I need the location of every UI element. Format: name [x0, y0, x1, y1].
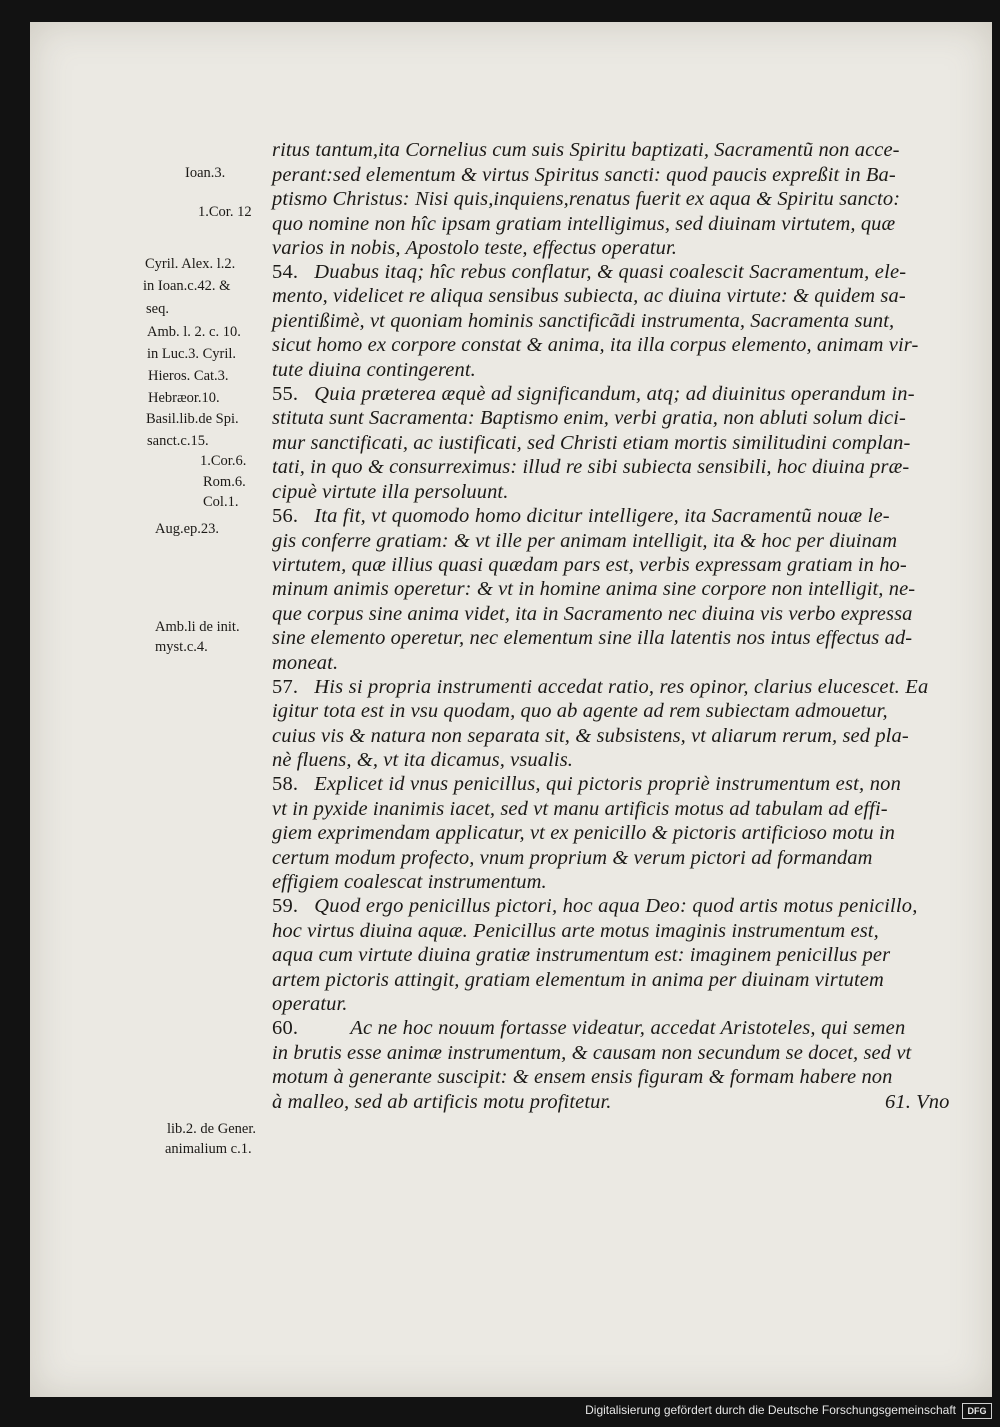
text-line: virtutem, quæ illius quasi quædam pars est, verbis expressam gratiam in ho-: [272, 554, 907, 576]
text-line: in brutis esse animæ instrumentum, & causam non secundum se docet, sed vt: [272, 1042, 912, 1064]
text-line: Quia præterea æquè ad significandum, atq; ad diuinitus operandum in-: [314, 383, 915, 405]
book-page: [30, 22, 992, 1397]
margin-note: in Luc.3. Cyril.: [147, 346, 237, 362]
paragraph-59-first-line: [272, 896, 987, 917]
text-line: moneat.: [272, 652, 339, 674]
text-line: Duabus itaq; hîc rebus conflatur, & quasi coalescit Sacramentum, ele-: [314, 261, 907, 283]
paragraph-55-first-line: [272, 384, 987, 405]
text-line: hoc virtus diuina aquæ. Penicillus arte motus imaginis instrumentum est,: [272, 920, 879, 942]
text-line: sicut homo ex corpore constat & anima, ita illa corpus elemento, animam vir-: [272, 334, 919, 356]
text-line: Explicet id vnus penicillus, qui pictoris propriè instrumentum est, non: [314, 773, 902, 795]
paragraph-number: 60.: [272, 1017, 299, 1039]
margin-note: Amb. l. 2. c. 10.: [147, 324, 241, 340]
catchword: 61. Vno: [885, 1091, 950, 1113]
text-line: ptismo Christus: Nisi quis,inquiens,renatus fuerit ex aqua & Spiritu sancto:: [272, 188, 901, 210]
margin-note: lib.2. de Gener.: [167, 1121, 256, 1137]
text-line: gis conferre gratiam: & vt ille per animam intelligit, ita & hoc per diuinam: [272, 530, 898, 552]
text-line: à malleo, sed ab artificis motu profitetur.: [272, 1091, 612, 1113]
margin-note: Cyril. Alex. l.2.: [145, 256, 236, 272]
paragraph-number: 58.: [272, 773, 299, 795]
text-line: giem exprimendam applicatur, vt ex penicillo & pictoris artificioso motu in: [272, 822, 895, 844]
paragraph-number: 56.: [272, 505, 299, 527]
text-line: cipuè virtute illa persoluunt.: [272, 481, 509, 503]
text-line: tati, in quo & consurreximus: illud re sibi subiecta sensibili, hoc diuina præ-: [272, 456, 910, 478]
paragraph-54-first-line: [272, 262, 987, 283]
paragraph-60-first-line: [272, 1018, 987, 1039]
paragraph-number: 55.: [272, 383, 299, 405]
text-line: perant:sed elementum & virtus Spiritus sancti: quod paucis expreßit in Ba-: [272, 164, 896, 186]
text-line: cuius vis & natura non separata sit, & subsistens, vt aliarum rerum, sed pla-: [272, 725, 909, 747]
margin-note: 1.Cor.6.: [200, 453, 247, 469]
funding-credit: Digitalisierung gefördert durch die Deutsche Forschungsgemeinschaft: [585, 1403, 956, 1417]
paragraph-57-first-line: [272, 677, 987, 698]
text-line: motum à generante suscipit: & ensem ensis figuram & formam habere non: [272, 1066, 893, 1088]
text-line: certum modum profecto, vnum proprium & verum pictori ad formandam: [272, 847, 873, 869]
margin-note: Aug.ep.23.: [155, 521, 220, 537]
text-line: Ita fit, vt quomodo homo dicitur intelligere, ita Sacramentũ nouæ le-: [314, 505, 890, 527]
text-line: effigiem coalescat instrumentum.: [272, 871, 547, 893]
margin-note: animalium c.1.: [165, 1141, 252, 1157]
paragraph-58-first-line: [272, 774, 987, 795]
text-line: varios in nobis, Apostolo teste, effectus operatur.: [272, 237, 678, 259]
text-line: pientißimè, vt quoniam hominis sanctificãdi instrumenta, Sacramenta sunt,: [272, 310, 895, 332]
text-line: igitur tota est in vsu quodam, quo ab agente ad rem subiectam admouetur,: [272, 700, 888, 722]
paragraph-56-first-line: [272, 506, 987, 527]
text-line: ritus tantum,ita Cornelius cum suis Spiritu baptizati, Sacramentũ non acce-: [272, 139, 900, 161]
text-line: mur sanctificati, ac iustificati, sed Christi etiam mortis similitudini complan-: [272, 432, 911, 454]
text-line: quo nomine non hîc ipsam gratiam intelligimus, sed diuinam virtutem, quæ: [272, 213, 896, 235]
paragraph-number: 57.: [272, 676, 299, 698]
text-line: His si propria instrumenti accedat ratio, res opinor, clarius elucescet. Ea: [314, 676, 929, 698]
margin-note: Amb.li de init.: [155, 619, 240, 635]
text-line: artem pictoris attingit, gratiam elementum in anima per diuinam virtutem: [272, 969, 884, 991]
margin-note: sanct.c.15.: [147, 433, 209, 449]
margin-note: Basil.lib.de Spi.: [146, 411, 239, 427]
margin-note: Col.1.: [203, 494, 239, 510]
text-line: stituta sunt Sacramenta: Baptismo enim, verbi gratia, non abluti solum dici-: [272, 407, 906, 429]
text-line: vt in pyxide inanimis iacet, sed vt manu artificis motus ad tabulam ad effi-: [272, 798, 888, 820]
digitization-footer: [0, 1397, 1000, 1427]
dfg-logo-icon: DFG: [962, 1403, 992, 1419]
text-line: que corpus sine anima videt, ita in Sacramento nec diuina vis verbo expressa: [272, 603, 913, 625]
margin-note: Ioan.3.: [185, 165, 226, 181]
margin-note: Hieros. Cat.3.: [148, 368, 229, 384]
text-line: nè fluens, &, vt ita dicamus, vsualis.: [272, 749, 574, 771]
text-line: Quod ergo penicillus pictori, hoc aqua Deo: quod artis motus penicillo,: [314, 895, 918, 917]
text-line: mento, videlicet re aliqua sensibus subiecta, ac diuina virtute: & quidem sa-: [272, 285, 906, 307]
text-line: Ac ne hoc nouum fortasse videatur, accedat Aristoteles, qui semen: [350, 1017, 906, 1039]
margin-note: in Ioan.c.42. &: [143, 278, 231, 294]
text-line: operatur.: [272, 993, 348, 1015]
margin-note: myst.c.4.: [155, 639, 208, 655]
margin-note: 1.Cor. 12: [198, 204, 252, 220]
paragraph-number: 54.: [272, 261, 299, 283]
margin-note: Rom.6.: [203, 474, 246, 490]
text-line: aqua cum virtute diuina gratiæ instrumentum est: imaginem penicillus per: [272, 944, 891, 966]
margin-note: seq.: [146, 301, 169, 317]
text-line: minum animis operetur: & vt in homine anima sine corpore non intelligit, ne-: [272, 578, 916, 600]
text-line: tute diuina contingerent.: [272, 359, 476, 381]
text-line: sine elemento operetur, nec elementum sine illa latentis nos intus effectus ad-: [272, 627, 913, 649]
paragraph-number: 59.: [272, 895, 299, 917]
margin-note: Hebræor.10.: [148, 390, 220, 406]
